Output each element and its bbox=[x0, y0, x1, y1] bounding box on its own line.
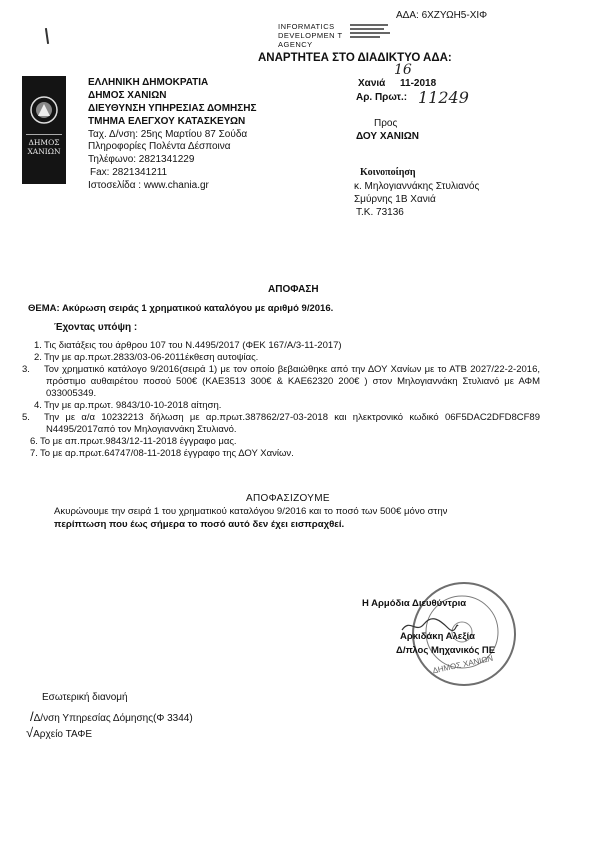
logo-text: ΔΗΜΟΣ ΧΑΝΙΩΝ bbox=[27, 138, 61, 156]
considerations-list bbox=[22, 340, 540, 460]
list-item: 4. Την με αρ.πρωτ. 9843/10-10-2018 αίτηση. bbox=[34, 400, 222, 411]
recipient-name: ΔΟΥ ΧΑΝΙΩΝ bbox=[356, 131, 419, 142]
sender-line-1: ΕΛΛΗΝΙΚΗ ΔΗΜΟΚΡΑΤΙΑ bbox=[88, 77, 209, 88]
decide-title: ΑΠΟΦΑΣΙΖΟΥΜΕ bbox=[246, 493, 330, 504]
pen-mark bbox=[45, 28, 49, 44]
publication-title: ΑΝΑΡΤΗΤΕΑ ΣΤΟ ΔΙΑΔΙΚΤΥΟ ΑΔΑ: bbox=[258, 52, 452, 64]
sender-info: Πληροφορίες Πολέντα Δέσποινα bbox=[88, 141, 231, 152]
cc-line-2: Σμύρνης 1Β Χανιά bbox=[354, 194, 436, 205]
sender-website: Ιστοσελίδα : www.chania.gr bbox=[88, 180, 209, 191]
distribution-line-1: /Δ/νση Υπηρεσίας Δόμησης(Φ 3344) bbox=[30, 709, 193, 724]
decide-line-1: Ακυρώνουμε την σειρά 1 του χρηματικού καταλόγου 9/2016 και το ποσό των 500€ μόνο στην bbox=[54, 506, 448, 517]
list-item: 1. Τις διατάξεις του άρθρου 107 του Ν.4495/2017 (ΦΕΚ 167/Α/3-11-2017) bbox=[34, 340, 342, 351]
sender-line-3: ΔΙΕΥΘΥΝΣΗ ΥΠΗΡΕΣΙΑΣ ΔΟΜΗΣΗΣ bbox=[88, 103, 257, 114]
subject-line: ΘΕΜΑ: Ακύρωση σειράς 1 χρηματικού καταλόγου με αριθμό 9/2016. bbox=[28, 303, 334, 314]
date-value: 11-2018 bbox=[400, 78, 437, 89]
list-item: 3. Τον χρηματικό κατάλογο 9/2016(σειρά 1) με τον οποίο βεβαιώθηκε από την ΔΟΥ Χανίων με το ΑΤΒ 2027/22-2-2016, πρόστιμο αυθαιρέτου ποσού 500€ (ΚΑΕ3513 300€ & ΚΑΕ62320 200€ ) στον Μηλογιαννάκη Στυλιανό με ΑΦΜ 033005349. bbox=[22, 364, 540, 399]
sender-address: Ταχ. Δ/νση: 25ης Μαρτίου 87 Σούδα bbox=[88, 129, 248, 140]
municipality-logo bbox=[22, 76, 66, 184]
protocol-label: Αρ. Πρωτ.: bbox=[356, 92, 408, 103]
distribution-title: Εσωτερική διανομή bbox=[42, 692, 128, 703]
date-place: Χανιά bbox=[358, 78, 386, 89]
sender-fax: Fax: 2821341211 bbox=[90, 167, 168, 178]
sender-line-2: ΔΗΜΟΣ ΧΑΝΙΩΝ bbox=[88, 90, 167, 101]
list-item: 5. Την με α/α 10232213 δήλωση με αρ.πρωτ.387862/27-03-2018 και ηλεκτρονικό κωδικό 06F5DAC2DFD8CF89 Ν4495/2017από τον Μηλογιαννάκη Στυλιανό. bbox=[22, 412, 540, 435]
list-item: 6. Το με απ.πρωτ.9843/12-11-2018 έγγραφο μας. bbox=[30, 436, 237, 447]
list-item: 2. Την με αρ.πρωτ.2833/03-06-2011έκθεση αυτοψίας. bbox=[34, 352, 259, 363]
ada-code: ΑΔΑ: 6ΧΖΥΩΗ5-ΧΙΦ bbox=[396, 10, 488, 21]
handwritten-protocol-number: 11249 bbox=[418, 88, 469, 107]
decision-title: ΑΠΟΦΑΣΗ bbox=[268, 284, 319, 295]
cc-label: Κοινοποίηση bbox=[360, 167, 416, 178]
sender-line-4: ΤΜΗΜΑ ΕΛΕΓΧΟΥ ΚΑΤΑΣΚΕΥΩΝ bbox=[88, 116, 246, 127]
distribution-line-2: √Αρχείο ΤΑΦΕ bbox=[26, 725, 92, 740]
stamp-fine-print bbox=[350, 22, 392, 46]
seal-text: ΔΗΜΟΣ ΧΑΝΙΩΝ bbox=[431, 653, 494, 676]
cc-line-1: κ. Μηλογιαννάκης Στυλιανός bbox=[354, 181, 480, 192]
signature-title: Η Αρμόδια Διευθύντρια bbox=[362, 598, 467, 609]
recipient-label: Προς bbox=[374, 118, 398, 129]
cc-line-3: Τ.Κ. 73136 bbox=[356, 207, 404, 218]
signature-name: Αρκιδάκη Αλεξία bbox=[400, 631, 476, 642]
stamp-tiny-text: INFORMATICS DEVELOPMEN T AGENCY bbox=[278, 22, 343, 49]
list-item: 7. Το με αρ.πρωτ.64747/08-11-2018 έγγραφο της ΔΟΥ Χανίων. bbox=[30, 448, 294, 459]
sender-phone: Τηλέφωνο: 2821341229 bbox=[88, 154, 195, 165]
handwritten-day: 16 bbox=[394, 62, 412, 78]
considering-heading: Έχοντας υπόψη : bbox=[54, 322, 138, 333]
decide-line-2: περίπτωση που έως σήμερα το ποσό αυτό δεν έχει εισπραχθεί. bbox=[54, 519, 345, 530]
emblem-icon bbox=[22, 76, 66, 184]
signature-role: Δ/πλος Μηχανικός ΠΕ bbox=[396, 645, 496, 656]
